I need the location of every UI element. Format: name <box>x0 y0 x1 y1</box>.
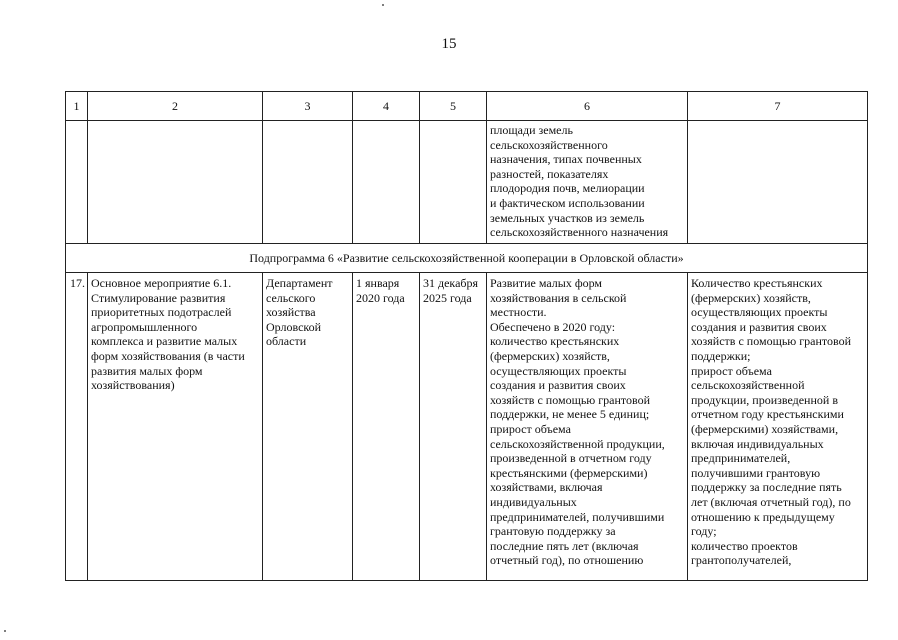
cont-cell-1 <box>66 121 88 244</box>
scan-speck <box>382 4 384 6</box>
indicators: Количество крестьянских (фермерских) хозяйств, осуществляющих проекты создания и развития своих хозяйств с помощью грантовой поддержки; прирост объема сельскохозяйственной продукции, произведенной в отчетном году крестьянскими (фермерскими) хозяйствами, включая индивидуальных предпринимателей, получившими грантовую поддержку за последние пять лет (включая отчетный год), по отношению к предыдущему году; количество проектов грантополучателей, <box>691 276 852 568</box>
event-name: Основное мероприятие 6.1. Стимулирование развития приоритетных подотраслей агропромышленного комплекса и развитие малых форм хозяйствования (в части развития малых форм хозяйствования) <box>88 273 263 581</box>
header-col-4: 4 <box>353 92 420 121</box>
page-number: 15 <box>441 36 457 52</box>
subprogram-title: Подпрограмма 6 «Развитие сельскохозяйственной кооперации в Орловской области» <box>66 244 868 273</box>
end-date: 31 декабря 2025 года <box>420 273 487 581</box>
indicators-cell <box>688 273 868 581</box>
cont-cell-7 <box>688 121 868 244</box>
header-col-2: 2 <box>88 92 263 121</box>
cont-cell-5 <box>420 121 487 244</box>
table-row <box>66 273 868 581</box>
expected-result-cell <box>487 273 688 581</box>
row-number: 17. <box>66 273 88 581</box>
cont-cell-2 <box>88 121 263 244</box>
executor: Департамент сельского хозяйства Орловской области <box>263 273 353 581</box>
program-table <box>65 91 868 581</box>
cont-cell-4 <box>353 121 420 244</box>
header-col-6: 6 <box>487 92 688 121</box>
cont-cell-3 <box>263 121 353 244</box>
header-col-5: 5 <box>420 92 487 121</box>
cont-result-text: площади земель сельскохозяйственного назначения, типах почвенных разностей, показателях плодородия почв, мелиорации и фактическом использовании земельных участков из земель сельскохозяйственного назначения <box>487 121 688 244</box>
subprogram-row <box>66 244 868 273</box>
scan-speck <box>4 630 6 632</box>
start-date: 1 января 2020 года <box>353 273 420 581</box>
header-col-1: 1 <box>66 92 88 121</box>
expected-result: Развитие малых форм хозяйствования в сельской местности. Обеспечено в 2020 году: количество крестьянских (фермерских) хозяйств, осуществляющих проекты создания и развития своих хозяйств с помощью грантовой поддержки, не менее 5 единиц; прирост объема сельскохозяйственной продукции, произведенной в отчетном году крестьянскими (фермерскими) хозяйствами, включая индивидуальных предпринимателей, получившими грантовую поддержку за последние пять лет (включая отчетный год), по отношению <box>490 276 665 568</box>
header-row <box>66 92 868 121</box>
header-col-7: 7 <box>688 92 868 121</box>
continuation-row <box>66 121 868 244</box>
header-col-3: 3 <box>263 92 353 121</box>
